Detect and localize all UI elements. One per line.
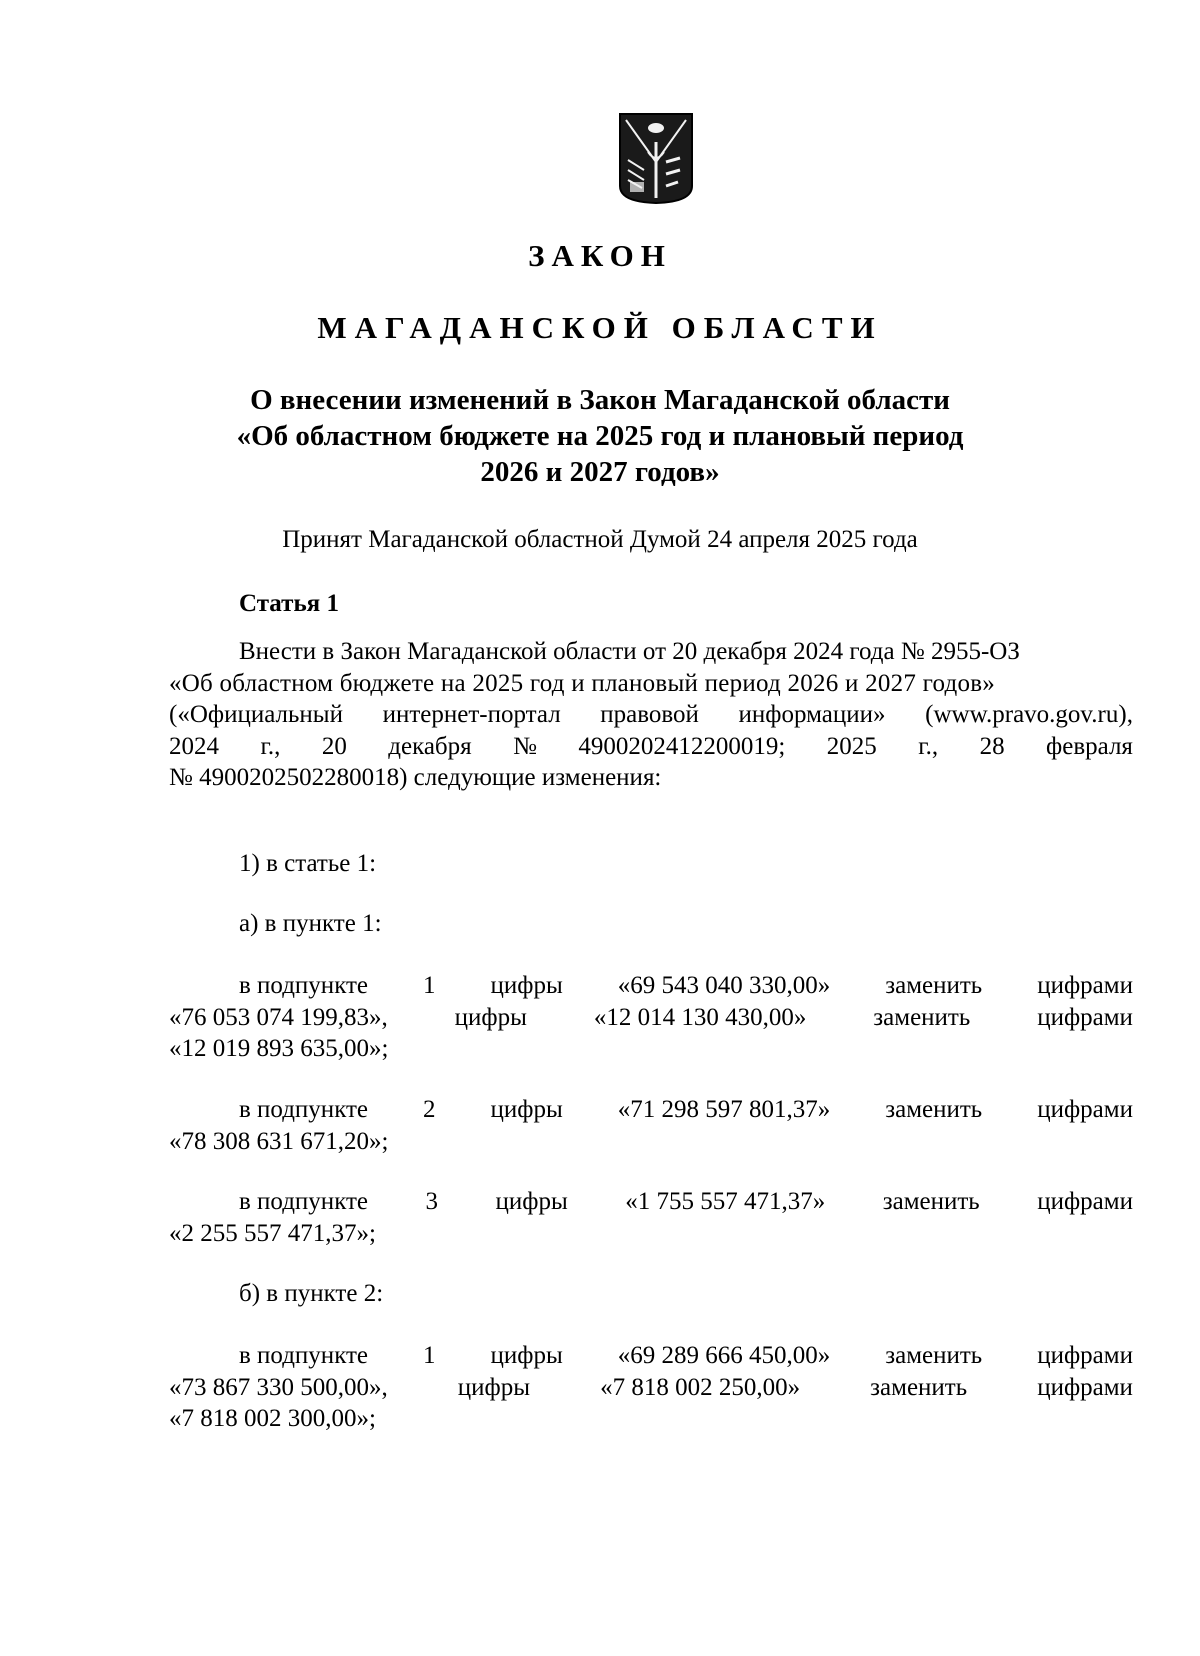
title-line: 2026 и 2027 годов»: [480, 456, 720, 488]
coat-of-arms-emblem: [618, 112, 694, 204]
title-line: О внесении изменений в Закон Магаданской области: [250, 384, 950, 416]
intro-paragraph: [169, 636, 1133, 794]
item-point-1: а) в пункте 1:: [239, 910, 382, 937]
text-line: в подпункте 3 цифры «1 755 557 471,37» заменить цифрами: [239, 1188, 1133, 1215]
title-line: «Об областном бюджете на 2025 год и плановый период: [236, 420, 964, 452]
text-line: «73 867 330 500,00», цифры «7 818 002 250,00» заменить цифрами: [169, 1373, 1133, 1401]
text-line: № 4900202502280018) следующие изменения:: [169, 764, 662, 791]
item-article-1: 1) в статье 1:: [239, 850, 377, 877]
item-point-2: б) в пункте 2:: [239, 1280, 384, 1307]
text-line: «76 053 074 199,83», цифры «12 014 130 430,00» заменить цифрами: [169, 1003, 1133, 1031]
article-heading: Статья 1: [239, 590, 339, 617]
law-title: [150, 382, 1050, 490]
text-line: Внести в Закон Магаданской области от 20 декабря 2024 года № 2955-ОЗ: [239, 638, 1020, 665]
text-line: 2024 г., 20 декабря № 4900202412200019; 2025 г., 28 февраля: [169, 732, 1133, 760]
subpoint-1-1: [169, 970, 1133, 1065]
text-line: в подпункте 2 цифры «71 298 597 801,37» заменить цифрами: [239, 1096, 1133, 1123]
subpoint-2-1: [169, 1340, 1133, 1435]
text-line: в подпункте 1 цифры «69 289 666 450,00» заменить цифрами: [239, 1342, 1133, 1369]
text-line: «78 308 631 671,20»;: [169, 1127, 389, 1155]
text-line: «2 255 557 471,37»;: [169, 1219, 376, 1247]
text-line: в подпункте 1 цифры «69 543 040 330,00» заменить цифрами: [239, 972, 1133, 999]
text-line: «12 019 893 635,00»;: [169, 1035, 389, 1062]
text-line: «7 818 002 300,00»;: [169, 1405, 376, 1432]
subpoint-1-2: [169, 1094, 1133, 1157]
text-line: «Об областном бюджете на 2025 год и плановый период 2026 и 2027 годов»: [169, 669, 996, 697]
region-heading: МАГАДАНСКОЙ ОБЛАСТИ: [317, 310, 883, 345]
text-line: («Официальный интернет-портал правовой информации» (www.pravo.gov.ru),: [169, 701, 1133, 728]
subpoint-1-3: [169, 1186, 1133, 1249]
adoption-line: Принят Магаданской областной Думой 24 апреля 2025 года: [282, 526, 918, 553]
law-heading: ЗАКОН: [528, 238, 672, 273]
